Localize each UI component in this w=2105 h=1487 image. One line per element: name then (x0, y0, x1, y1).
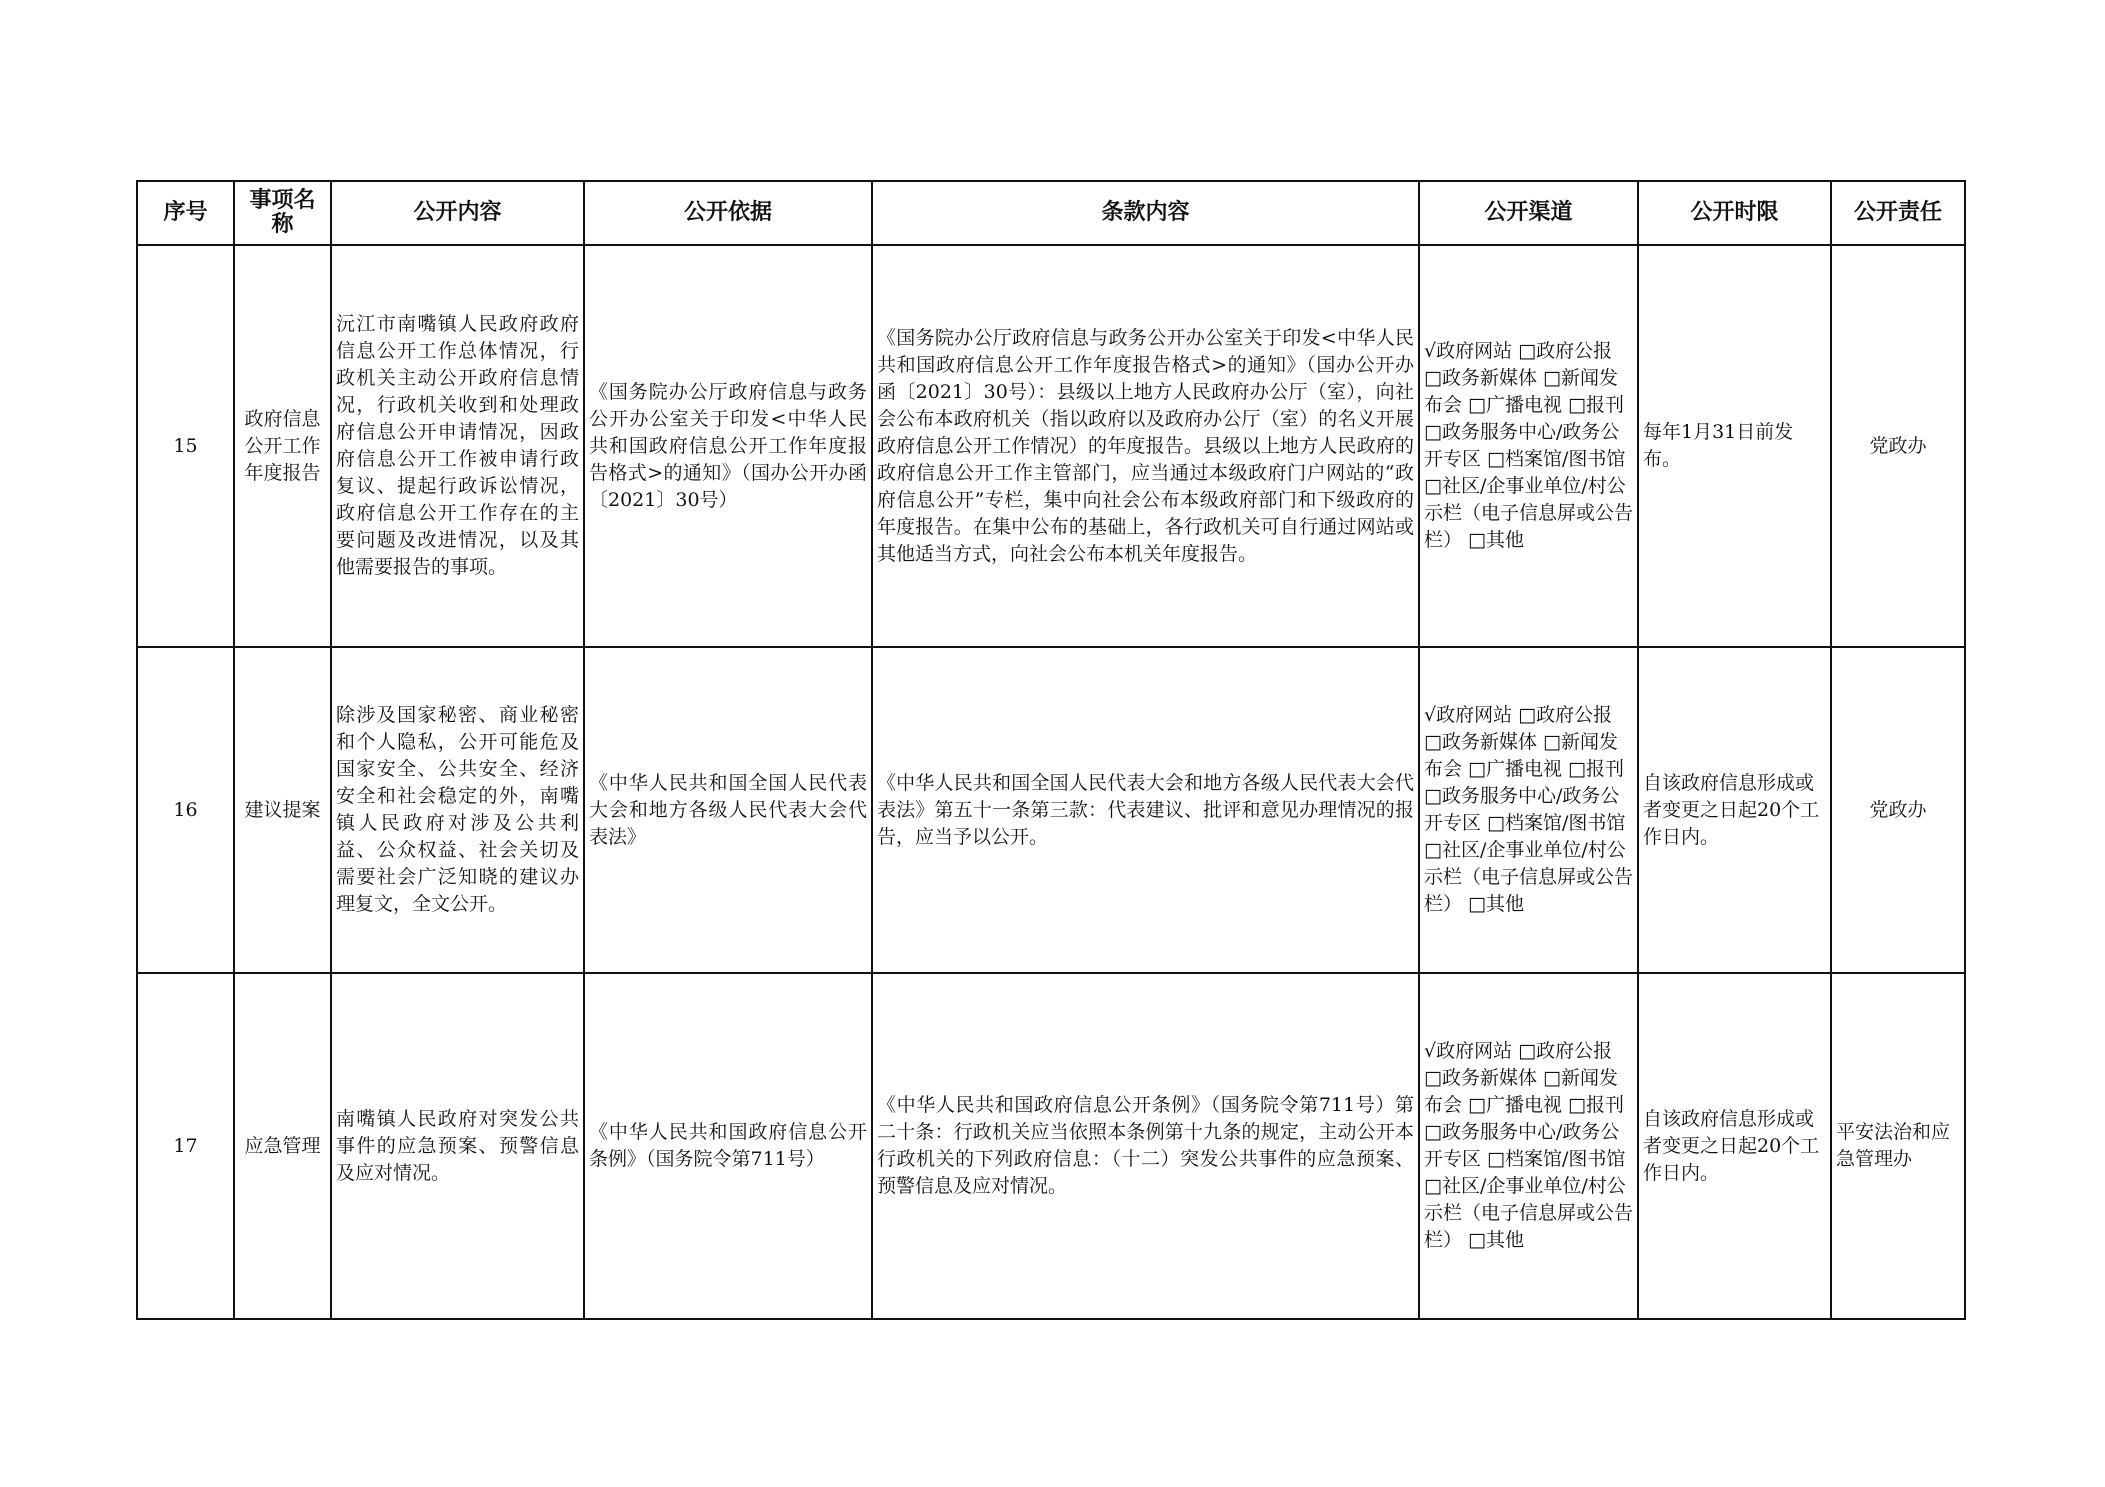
header-time-limit: 公开时限 (1638, 181, 1831, 245)
cell-basis: 《中华人民共和国政府信息公开条例》（国务院令第711号） (584, 973, 872, 1319)
cell-time-limit: 自该政府信息形成或者变更之日起20个工作日内。 (1638, 973, 1831, 1319)
table-row (137, 973, 1965, 1319)
cell-item: 建议提案 (234, 647, 331, 973)
cell-clause: 《中华人民共和国全国人民代表大会和地方各级人民代表大会代表法》第五十一条第三款：代表建议、批评和意见办理情况的报告，应当予以公开。 (872, 647, 1419, 973)
cell-basis: 《国务院办公厅政府信息与政务公开办公室关于印发<中华人民共和国政府信息公开工作年度报告格式>的通知》（国办公开办函〔2021〕30号） (584, 245, 872, 647)
cell-channel: √政府网站 □政府公报 □政务新媒体 □新闻发布会 □广播电视 □报刊 □政务服务中心/政务公开专区 □档案馆/图书馆 □社区/企事业单位/村公示栏（电子信息屏或公告栏） □其他 (1419, 647, 1638, 973)
cell-channel: √政府网站 □政府公报 □政务新媒体 □新闻发布会 □广播电视 □报刊 □政务服务中心/政务公开专区 □档案馆/图书馆 □社区/企事业单位/村公示栏（电子信息屏或公告栏） □其他 (1419, 245, 1638, 647)
cell-clause: 《国务院办公厅政府信息与政务公开办公室关于印发<中华人民共和国政府信息公开工作年度报告格式>的通知》（国办公开办函〔2021〕30号）：县级以上地方人民政府办公厅（室），向社会公布本政府机关（指以政府以及政府办公厅（室）的名义开展政府信息公开工作情况）的年度报告。县级以上地方人民政府的政府信息公开工作主管部门，应当通过本级政府门户网站的“政府信息公开”专栏，集中向社会公布本级政府部门和下级政府的年度报告。在集中公布的基础上，各行政机关可自行通过网站或其他适当方式，向社会公布本机关年度报告。 (872, 245, 1419, 647)
cell-time-limit: 自该政府信息形成或者变更之日起20个工作日内。 (1638, 647, 1831, 973)
header-basis: 公开依据 (584, 181, 872, 245)
cell-clause: 《中华人民共和国政府信息公开条例》（国务院令第711号）第二十条：行政机关应当依照本条例第十九条的规定，主动公开本行政机关的下列政府信息：（十二）突发公共事件的应急预案、预警信息及应对情况。 (872, 973, 1419, 1319)
cell-content: 沅江市南嘴镇人民政府政府信息公开工作总体情况，行政机关主动公开政府信息情况，行政机关收到和处理政府信息公开申请情况，因政府信息公开工作被申请行政复议、提起行政诉讼情况，政府信息公开工作存在的主要问题及改进情况，以及其他需要报告的事项。 (331, 245, 584, 647)
cell-channel: √政府网站 □政府公报 □政务新媒体 □新闻发布会 □广播电视 □报刊 □政务服务中心/政务公开专区 □档案馆/图书馆 □社区/企事业单位/村公示栏（电子信息屏或公告栏） □其他 (1419, 973, 1638, 1319)
cell-content: 除涉及国家秘密、商业秘密和个人隐私，公开可能危及国家安全、公共安全、经济安全和社会稳定的外，南嘴镇人民政府对涉及公共利益、公众权益、社会关切及需要社会广泛知晓的建议办理复文，全文公开。 (331, 647, 584, 973)
header-channel: 公开渠道 (1419, 181, 1638, 245)
table-row (137, 647, 1965, 973)
cell-no: 16 (137, 647, 234, 973)
cell-basis: 《中华人民共和国全国人民代表大会和地方各级人民代表大会代表法》 (584, 647, 872, 973)
cell-responsibility: 党政办 (1831, 245, 1965, 647)
table-header-row (137, 181, 1965, 245)
cell-no: 15 (137, 245, 234, 647)
cell-responsibility: 平安法治和应急管理办 (1831, 973, 1965, 1319)
cell-responsibility: 党政办 (1831, 647, 1965, 973)
disclosure-table (136, 180, 1966, 1320)
cell-time-limit: 每年1月31日前发布。 (1638, 245, 1831, 647)
cell-content: 南嘴镇人民政府对突发公共事件的应急预案、预警信息及应对情况。 (331, 973, 584, 1319)
header-content: 公开内容 (331, 181, 584, 245)
cell-item: 应急管理 (234, 973, 331, 1319)
cell-no: 17 (137, 973, 234, 1319)
header-responsibility: 公开责任 (1831, 181, 1965, 245)
cell-item: 政府信息公开工作年度报告 (234, 245, 331, 647)
table-row (137, 245, 1965, 647)
header-item: 事项名称 (234, 181, 331, 245)
header-clause: 条款内容 (872, 181, 1419, 245)
header-no: 序号 (137, 181, 234, 245)
